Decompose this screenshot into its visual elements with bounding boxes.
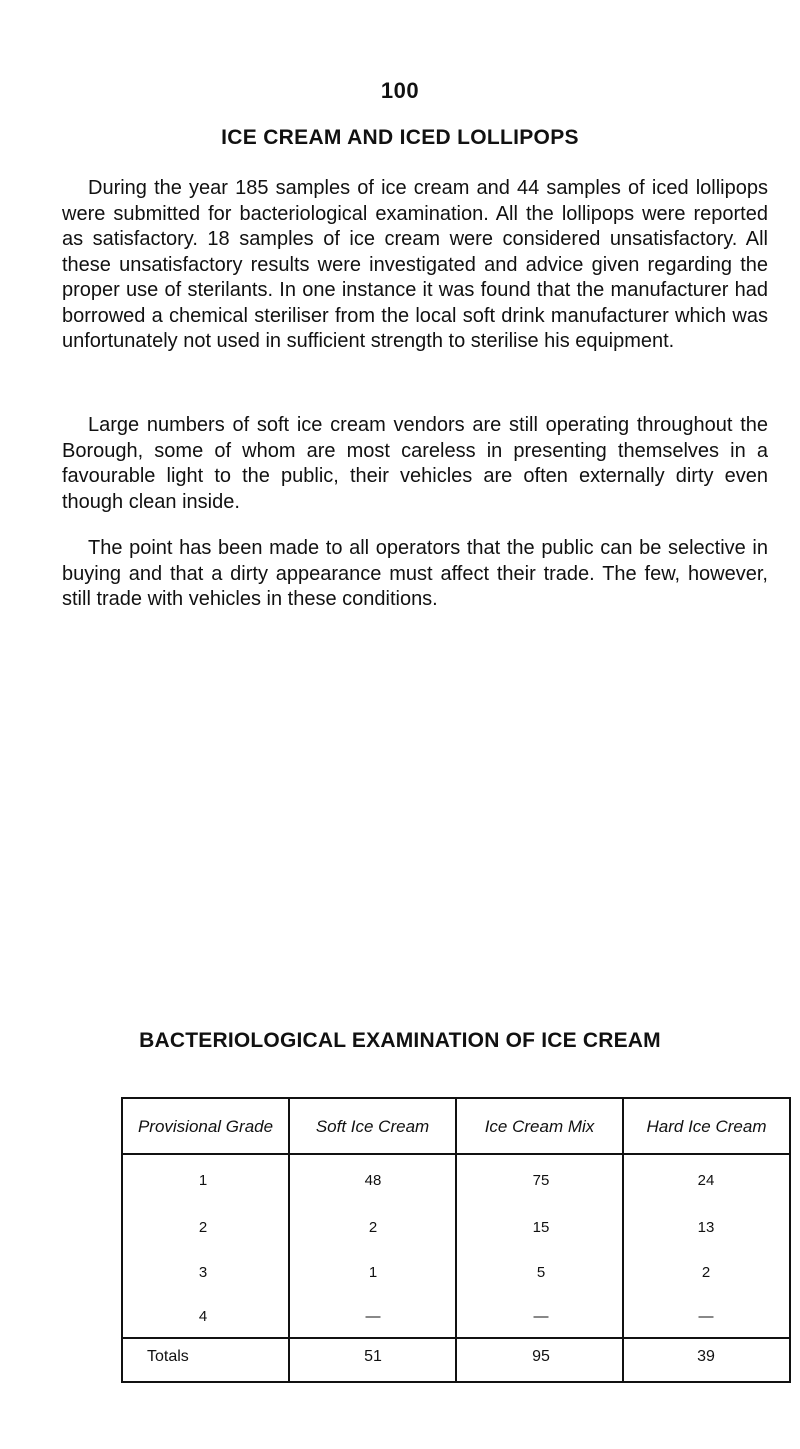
table-cell: 3 xyxy=(198,1264,208,1281)
table-cell: 5 xyxy=(536,1264,546,1281)
table-cell: 1 xyxy=(198,1172,208,1189)
table-cell: 48 xyxy=(364,1172,382,1189)
totals-label: Totals xyxy=(147,1348,189,1365)
totals-cell: 95 xyxy=(532,1348,550,1365)
totals-divider xyxy=(123,1337,789,1339)
header-soft-ice-cream: Soft Ice Cream xyxy=(315,1117,430,1136)
paragraph-1 xyxy=(62,176,768,355)
section-title: ICE CREAM AND ICED LOLLIPOPS xyxy=(221,126,579,149)
table-cell: — xyxy=(365,1308,381,1325)
table-cell: 15 xyxy=(532,1219,550,1236)
paragraph-3 xyxy=(62,536,768,613)
table-cell: — xyxy=(533,1308,549,1325)
table-cell: 2 xyxy=(368,1219,378,1236)
header-hard-ice-cream: Hard Ice Cream xyxy=(646,1117,767,1136)
bacteriological-table xyxy=(121,1097,791,1383)
paragraph-2 xyxy=(62,413,768,515)
header-ice-cream-mix: Ice Cream Mix xyxy=(484,1117,595,1136)
totals-cell: 39 xyxy=(697,1348,715,1365)
header-provisional-grade: Provisional Grade xyxy=(137,1117,274,1136)
table-title: BACTERIOLOGICAL EXAMINATION OF ICE CREAM xyxy=(139,1029,661,1052)
page-number: 100 xyxy=(380,78,420,103)
paragraph-1-text: During the year 185 samples of ice cream and 44 samples of iced lollipops were submitted for bacteriological examination. All the lollipops were reported as satisfactory. 18 samples of ice cream were considered unsatisfactory. All these unsatisfactory results were investigated and advice given regarding the proper use of sterilants. In one instance it was found that the manufacturer had borrowed a chemical steriliser from the local soft drink manufacturer which was unfortunately not used in sufficient strength to sterilise his equipment. xyxy=(62,177,768,352)
table-cell: 1 xyxy=(368,1264,378,1281)
totals-cell: 51 xyxy=(364,1348,382,1365)
table-cell: 75 xyxy=(532,1172,550,1189)
table-cell: 2 xyxy=(701,1264,711,1281)
table-cell: — xyxy=(698,1308,714,1325)
table-cell: 2 xyxy=(198,1219,208,1236)
table-cell: 24 xyxy=(697,1172,715,1189)
paragraph-3-text: The point has been made to all operators that the public can be selective in buying and that a dirty appearance must affect their trade. The few, however, still trade with vehicles in these conditions. xyxy=(62,537,768,610)
paragraph-2-text: Large numbers of soft ice cream vendors are still operating throughout the Borough, some of whom are most careless in presenting themselves in a favourable light to the public, their vehicles are often externally dirty even though clean inside. xyxy=(62,414,768,513)
table-cell: 4 xyxy=(198,1308,208,1325)
table-cell: 13 xyxy=(697,1219,715,1236)
